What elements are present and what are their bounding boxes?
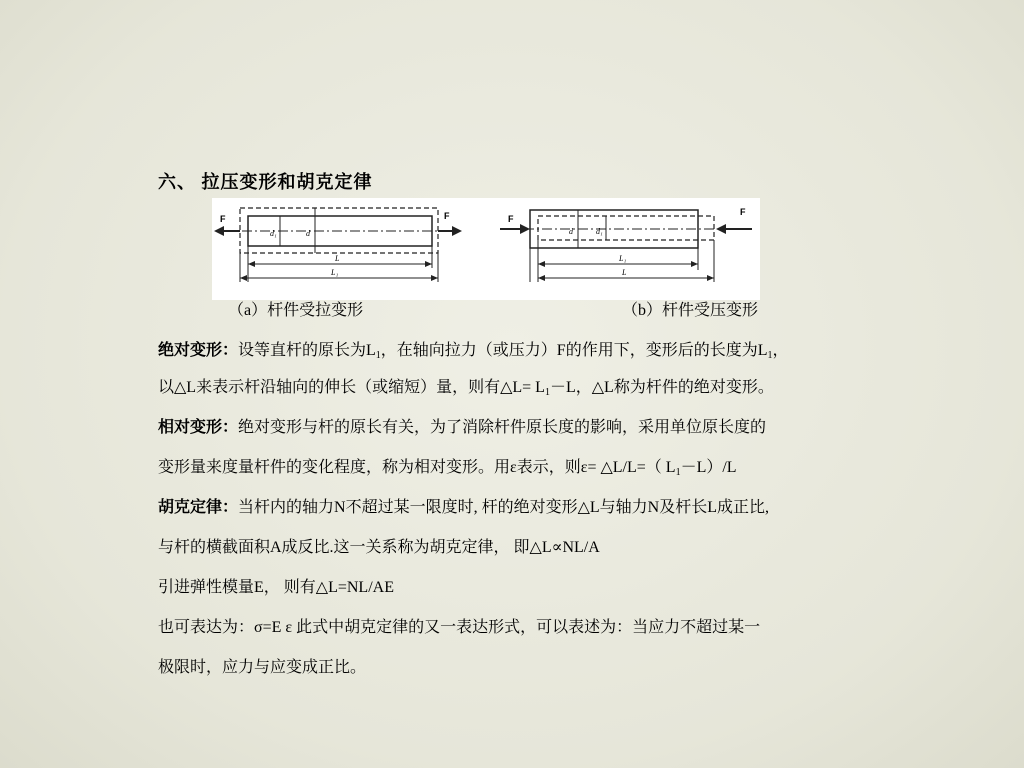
abs-deform-line2 [158, 378, 958, 398]
dim-L1-b: L₁ [619, 254, 627, 263]
hooke-label: 胡克定律： [158, 499, 239, 516]
force-label-a-right: F [444, 211, 450, 221]
deformation-diagram [212, 198, 760, 300]
dim-L-b: L [622, 268, 627, 277]
hooke-line5: 极限时，应力与应变成正比。 [158, 659, 367, 676]
force-label-a-left: F [220, 214, 226, 224]
subscript: 1 [375, 350, 381, 361]
rel-deform-text-1: 绝对变形与杆的原长有关，为了消除杆件原长度的影响，采用单位原长度的 [238, 419, 767, 436]
rel-deform-line1 [158, 418, 958, 438]
hooke-line1 [158, 498, 958, 518]
caption-a: （a）杆件受拉变形 [228, 302, 364, 319]
deformation-figure [212, 198, 760, 300]
rel-deform-text-2: 变形量来度量杆件的变化程度，称为相对变形。用ε表示，则ε= △L/L=（ L [158, 459, 676, 476]
rel-deform-label: 相对变形： [158, 419, 239, 436]
abs-deform-text-1: 设等直杆的原长为L [238, 342, 376, 359]
rel-deform-text-3: －L）/L [680, 459, 737, 476]
hooke-text-1: 当杆内的轴力N不超过某一限度时, 杆的绝对变形△L与轴力N及杆长L成正比, [238, 499, 769, 516]
abs-deform-text-4: 以△L来表示杆沿轴向的伸长（或缩短）量，则有△L= L [158, 379, 545, 396]
section-heading: 六、 拉压变形和胡克定律 [158, 172, 373, 192]
abs-deform-label: 绝对变形： [158, 342, 239, 359]
subscript: 1 [675, 467, 681, 478]
subscript: 1 [767, 350, 773, 361]
abs-deform-text-3: ， [772, 342, 789, 359]
abs-deform-text-5: －L，△L称为杆件的绝对变形。 [549, 379, 774, 396]
dim-L-a: L [335, 254, 340, 263]
dim-d-a: d [306, 229, 310, 238]
dim-d1-a: d₁ [270, 229, 277, 238]
rel-deform-line2 [158, 458, 958, 478]
dim-d1-b: d₁ [596, 227, 603, 236]
dim-L1-a: L₁ [331, 268, 339, 277]
bar-b-original [538, 216, 714, 240]
abs-deform-text-2: ，在轴向拉力（或压力）F的作用下，变形后的长度为L [380, 342, 768, 359]
hooke-line2: 与杆的横截面积A成反比.这一关系称为胡克定律， 即△L∝NL/A [158, 539, 600, 556]
dim-d-b: d [569, 227, 573, 236]
force-label-b-left: F [508, 214, 514, 224]
force-label-b-right: F [740, 207, 746, 217]
caption-b: （b）杆件受压变形 [622, 302, 759, 319]
hooke-line4: 也可表达为：σ=E ε 此式中胡克定律的又一表达形式，可以表述为：当应力不超过某一 [158, 619, 761, 636]
subscript: 1 [544, 387, 550, 398]
hooke-line3: 引进弹性模量E， 则有△L=NL/AE [158, 579, 394, 596]
abs-deform-line1 [158, 341, 958, 361]
